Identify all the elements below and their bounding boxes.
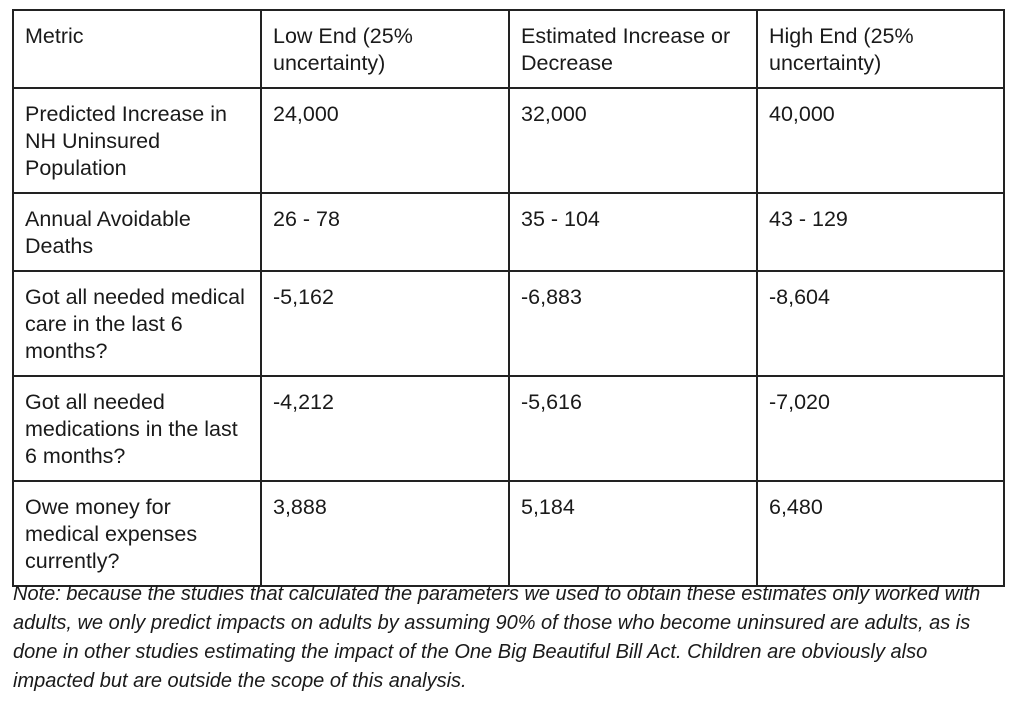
metric-cell: Predicted Increase in NH Uninsured Population [13,88,261,193]
header-estimated: Estimated Increase or Decrease [509,10,757,88]
header-high-end: High End (25% uncertainty) [757,10,1004,88]
header-low-end: Low End (25% uncertainty) [261,10,509,88]
metric-cell: Got all needed medical care in the last 6 months? [13,271,261,376]
low-end-cell: 26 - 78 [261,193,509,271]
estimated-cell: 35 - 104 [509,193,757,271]
metric-cell: Got all needed medications in the last 6 months? [13,376,261,481]
table-row [13,376,1004,481]
high-end-cell: 43 - 129 [757,193,1004,271]
table-header-row [13,10,1004,88]
table-row [13,193,1004,271]
metric-cell: Owe money for medical expenses currently? [13,481,261,586]
high-end-cell: -7,020 [757,376,1004,481]
high-end-cell: 6,480 [757,481,1004,586]
estimated-cell: 5,184 [509,481,757,586]
table-row [13,88,1004,193]
high-end-cell: -8,604 [757,271,1004,376]
estimated-cell: -5,616 [509,376,757,481]
header-metric: Metric [13,10,261,88]
estimates-table-container [12,9,1003,587]
table-row [13,481,1004,586]
low-end-cell: 24,000 [261,88,509,193]
table-row [13,271,1004,376]
estimates-table [12,9,1005,587]
low-end-cell: 3,888 [261,481,509,586]
low-end-cell: -4,212 [261,376,509,481]
low-end-cell: -5,162 [261,271,509,376]
estimated-cell: -6,883 [509,271,757,376]
table-note: Note: because the studies that calculated the parameters we used to obtain these estimates only worked with adults, we only predict impacts on adults by assuming 90% of those who become uninsured are adults, as is done in other studies estimating the impact of the One Big Beautiful Bill Act. Children are obviously also impacted but are outside the scope of this analysis. [13,583,981,692]
high-end-cell: 40,000 [757,88,1004,193]
estimated-cell: 32,000 [509,88,757,193]
metric-cell: Annual Avoidable Deaths [13,193,261,271]
